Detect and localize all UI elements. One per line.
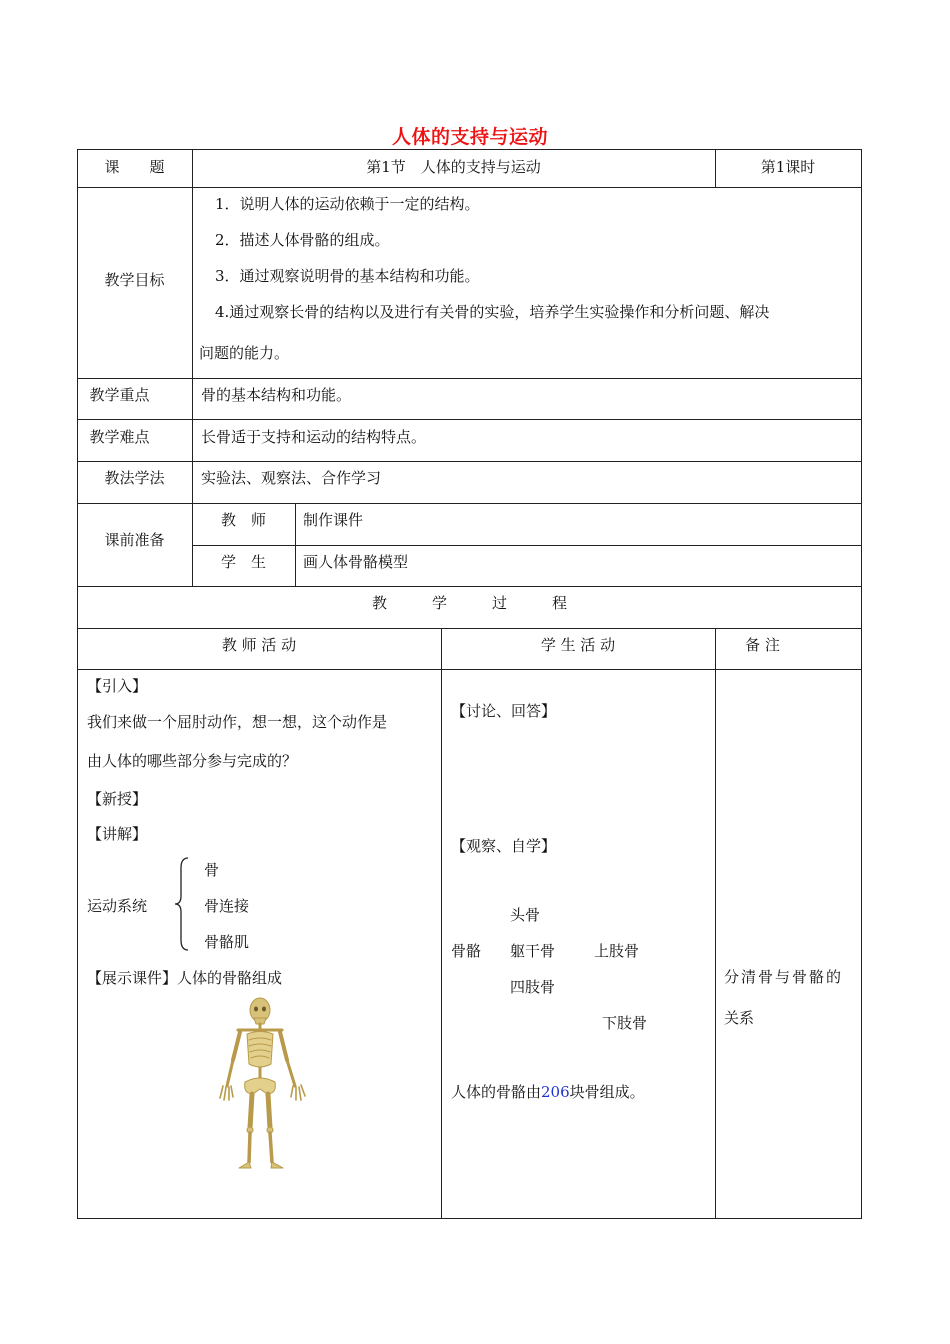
objective-item: 1．说明人体的运动依赖于一定的结构。	[215, 195, 480, 213]
system-item: 骨	[204, 861, 220, 879]
bone-head: 头骨	[510, 906, 541, 924]
objective-item: 4.通过观察长骨的结构以及进行有关骨的实验，培养学生实验操作和分析问题、解决	[215, 303, 770, 321]
system-item: 骨连接	[204, 897, 250, 915]
brace-icon	[174, 856, 190, 952]
intro-question-line: 我们来做一个屈肘动作，想一想，这个动作是	[87, 713, 388, 731]
explain-tag: 【讲解】	[87, 825, 148, 843]
bone-count-prefix: 人体的骨骼由	[451, 1083, 542, 1101]
bone-count-sentence	[451, 1082, 645, 1102]
new-lesson-tag: 【新授】	[87, 790, 148, 808]
note-line: 分清骨与骨骼的	[724, 968, 844, 986]
discuss-tag: 【讨论、回答】	[451, 702, 557, 720]
document-title: 人体的支持与运动	[391, 126, 548, 148]
objectives-label: 教学目标	[104, 271, 165, 289]
bone-lower-limb: 下肢骨	[602, 1014, 648, 1032]
note-header: 备 注	[745, 636, 780, 654]
preparation-label: 课前准备	[104, 531, 165, 549]
intro-question-line: 由人体的哪些部分参与完成的？	[87, 752, 298, 770]
methods-label: 教法学法	[104, 469, 165, 487]
key-point-text: 骨的基本结构和功能。	[201, 386, 352, 404]
bone-trunk: 躯干骨	[510, 942, 556, 960]
show-courseware-tag: 【展示课件】人体的骨骼组成	[87, 969, 283, 987]
prep-teacher-label: 教 师	[220, 511, 266, 529]
objective-item: 问题的能力。	[199, 344, 290, 362]
intro-tag: 【引入】	[87, 677, 148, 695]
difficulty-text: 长骨适于支持和运动的结构特点。	[201, 428, 427, 446]
difficulty-label: 教学难点	[89, 428, 150, 446]
methods-text: 实验法、观察法、合作学习	[201, 469, 382, 487]
objective-item: 3．通过观察说明骨的基本结构和功能。	[215, 267, 480, 285]
bone-limbs: 四肢骨	[510, 978, 556, 996]
objective-item: 2．描述人体骨骼的组成。	[215, 231, 390, 249]
prep-student-label: 学 生	[220, 553, 266, 571]
key-point-label: 教学重点	[89, 386, 150, 404]
system-item: 骨骼肌	[204, 933, 250, 951]
subject-label: 课 题	[104, 158, 165, 176]
bone-count-value: 206	[541, 1083, 570, 1101]
student-activity-header: 学 生 活 动	[540, 636, 616, 654]
observe-tag: 【观察、自学】	[451, 837, 557, 855]
lesson-period: 第1课时	[760, 158, 816, 176]
skeleton-label: 骨骼	[451, 942, 482, 960]
system-label: 运动系统	[87, 897, 148, 915]
process-header: 教 学 过 程	[371, 594, 567, 612]
bone-count-suffix: 块骨组成。	[569, 1083, 645, 1101]
prep-teacher-text: 制作课件	[303, 511, 364, 529]
bone-upper-limb: 上肢骨	[594, 942, 640, 960]
teacher-activity-header: 教 师 活 动	[221, 636, 297, 654]
lesson-topic: 第1节 人体的支持与运动	[366, 158, 541, 176]
prep-student-text: 画人体骨骼模型	[303, 553, 409, 571]
skeleton-image	[205, 996, 317, 1174]
note-line: 关系	[724, 1009, 755, 1027]
